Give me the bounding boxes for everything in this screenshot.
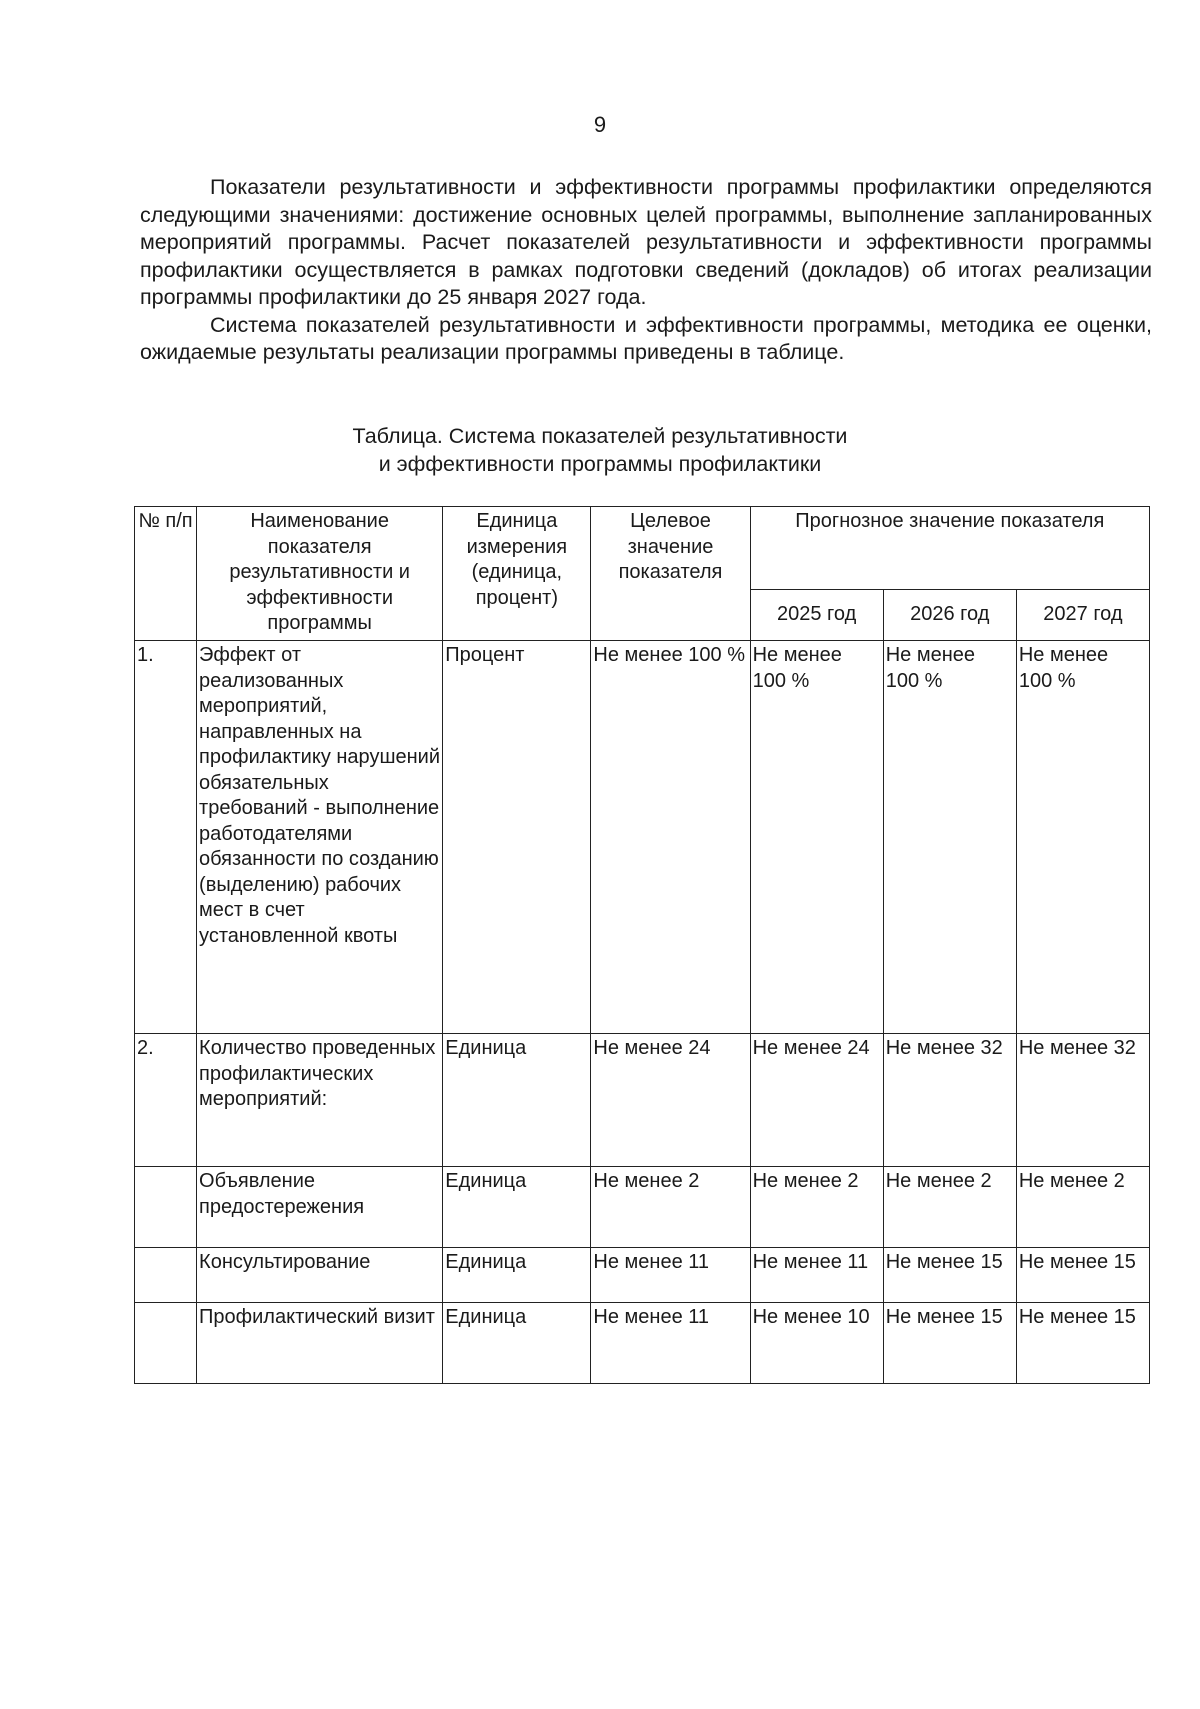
cell-target: Не менее 11 — [591, 1303, 750, 1384]
header-name: Наименование показателя результативности и эффективности программы — [197, 507, 443, 641]
table-row — [135, 1303, 1150, 1384]
cell-name: Консультирование — [197, 1248, 443, 1303]
cell-target: Не менее 100 % — [591, 641, 750, 1034]
cell-name: Профилактический визит — [197, 1303, 443, 1384]
cell-2025: Не менее 2 — [750, 1167, 883, 1248]
paragraph-indicators-definition: Показатели результативности и эффективности программы профилактики определяются следующими значениями: достижение основных целей программы, выполнение запланированных мероприятий программы. Расчет показателей результативности и эффективности программы профилактики осуществляется в рамках подготовки сведений (докладов) об итогах реализации программы профилактики до 25 января 2027 года. — [140, 175, 1152, 309]
cell-target: Не менее 11 — [591, 1248, 750, 1303]
table-row — [135, 641, 1150, 1034]
table-caption — [0, 422, 1200, 478]
cell-unit: Процент — [443, 641, 591, 1034]
cell-2026: Не менее 15 — [883, 1248, 1016, 1303]
cell-unit: Единица — [443, 1248, 591, 1303]
table-caption-line-1: Таблица. Система показателей результативности — [352, 424, 848, 448]
cell-num — [135, 1248, 197, 1303]
cell-2027: Не менее 100 % — [1016, 641, 1149, 1034]
cell-2026: Не менее 100 % — [883, 641, 1016, 1034]
cell-name: Количество проведенных профилактических мероприятий: — [197, 1034, 443, 1167]
table-row — [135, 1167, 1150, 1248]
header-year-2026: 2026 год — [883, 590, 1016, 641]
header-target: Целевое значение показателя — [591, 507, 750, 641]
cell-2025: Не менее 11 — [750, 1248, 883, 1303]
cell-target: Не менее 24 — [591, 1034, 750, 1167]
table-row — [135, 1248, 1150, 1303]
cell-name: Эффект от реализованных мероприятий, направленных на профилактику нарушений обязательных требований - выполнение работодателями обязанности по созданию (выделению) рабочих мест в счет установленной квоты — [197, 641, 443, 1034]
cell-unit: Единица — [443, 1034, 591, 1167]
cell-num: 2. — [135, 1034, 197, 1167]
cell-2025: Не менее 100 % — [750, 641, 883, 1034]
header-forecast: Прогнозное значение показателя — [750, 507, 1149, 590]
page-number: 9 — [593, 112, 607, 137]
paragraph-indicators-system: Система показателей результативности и эффективности программы, методика ее оценки, ожидаемые результаты реализации программы приведены в таблице. — [140, 312, 1152, 364]
cell-name: Объявление предостережения — [197, 1167, 443, 1248]
cell-2026: Не менее 2 — [883, 1167, 1016, 1248]
indicators-table — [134, 506, 1150, 1384]
table-row — [135, 1034, 1150, 1167]
header-unit: Единица измерения (единица, процент) — [443, 507, 591, 641]
cell-unit: Единица — [443, 1167, 591, 1248]
header-year-2025: 2025 год — [750, 590, 883, 641]
cell-num: 1. — [135, 641, 197, 1034]
cell-num — [135, 1303, 197, 1384]
cell-2027: Не менее 32 — [1016, 1034, 1149, 1167]
header-year-2027: 2027 год — [1016, 590, 1149, 641]
cell-unit: Единица — [443, 1303, 591, 1384]
table-header-row — [135, 507, 1150, 590]
cell-2026: Не менее 15 — [883, 1303, 1016, 1384]
cell-2027: Не менее 15 — [1016, 1303, 1149, 1384]
cell-2026: Не менее 32 — [883, 1034, 1016, 1167]
body-text — [140, 174, 1152, 367]
cell-2025: Не менее 24 — [750, 1034, 883, 1167]
table-caption-line-2: и эффективности программы профилактики — [378, 452, 822, 476]
cell-2025: Не менее 10 — [750, 1303, 883, 1384]
cell-2027: Не менее 15 — [1016, 1248, 1149, 1303]
cell-2027: Не менее 2 — [1016, 1167, 1149, 1248]
cell-num — [135, 1167, 197, 1248]
cell-target: Не менее 2 — [591, 1167, 750, 1248]
header-num: № п/п — [135, 507, 197, 641]
